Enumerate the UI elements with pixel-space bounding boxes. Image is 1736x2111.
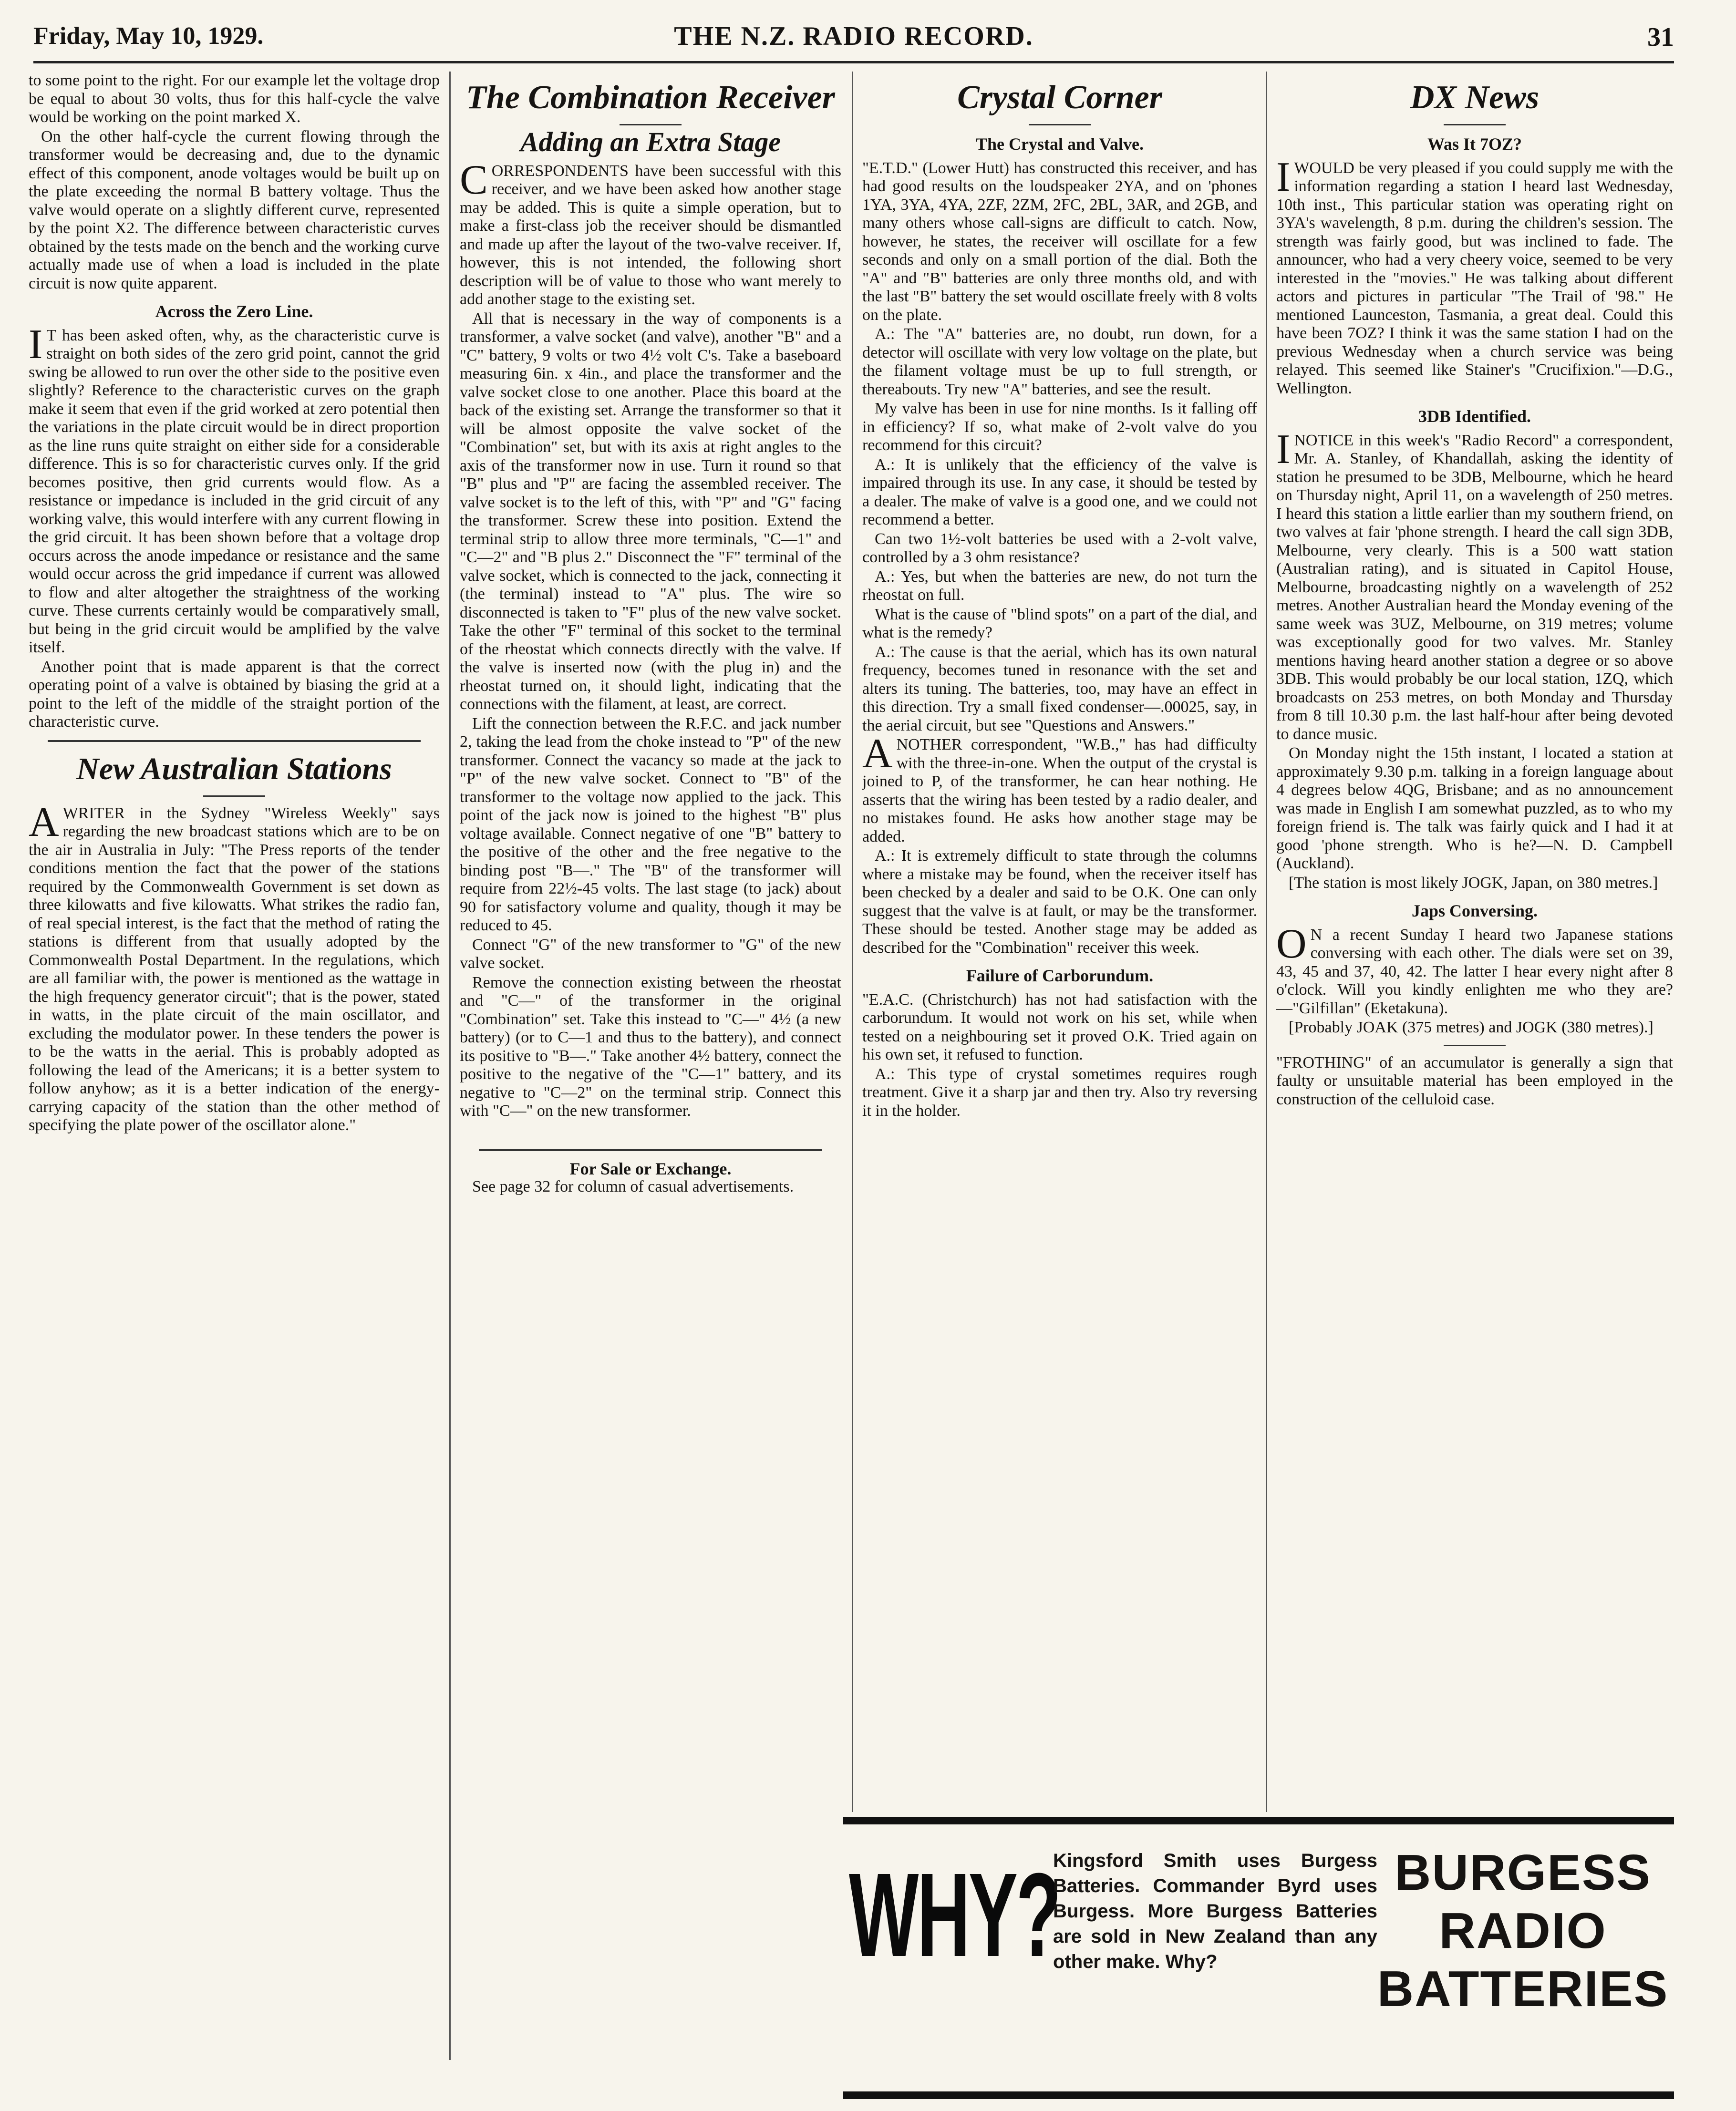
paragraph: A.: Yes, but when the batteries are new, do not turn the rheostat on full. [862,567,1257,604]
notice-text: See page 32 for column of casual advertisements. [472,1178,794,1195]
title-rule [1029,124,1091,125]
paragraph: Connect "G" of the new transformer to "G" of the new valve socket. [460,936,841,972]
column-4 [1276,72,1673,1807]
paragraph: A.: It is extremely difficult to state through the columns where a mistake may be found, when the receiver itself has been checked by a dealer and said to be O.K. One can only suggest that the valve is at fault, or may be the transformer. These should be tested. Another stage may be added as described for the "Combination" receiver this week. [862,847,1257,957]
section-heading: Across the Zero Line. [155,302,313,321]
paragraph: to some point to the right. For our example let the voltage drop be equal to about 30 volts, thus for this half-cycle the valve would be working on the point marked X. [29,72,440,126]
paragraph: Can two 1½-volt batteries be used with a 2-volt valve, controlled by a 3 ohm resistance? [862,530,1257,566]
ad-headline: WHY? [849,1848,1060,1981]
separator-rule [1444,1045,1506,1046]
column-divider [852,72,853,1812]
paragraph: IWOULD be very pleased if you could supply me with the information regarding a station I heard last Wednesday, 10th inst., This particular station was operating right on 3YA's wavelength, 8 p.m. during the children's session. The strength was fairly good, but was inclined to fade. The announcer, who had a very cheery voice, seemed to be very interested in the "movies." He was talking about different actors and pictures in particular "The Trail of '98." He mentioned Launceston, Tasmania, a great deal. Could this have been 7OZ? I think it was the same station I had on the previous Wednesday when a church service was being relayed. This seemed like Stainer's "Crucifixion."—D.G., Wellington. [1276,154,1673,397]
title-rule [203,795,265,797]
horizontal-rule [479,1149,822,1151]
section-heading: The Crystal and Valve. [975,134,1144,154]
title-rule [1444,124,1506,125]
paragraph: "E.T.D." (Lower Hutt) has constructed this receiver, and has had good results on the loudspeaker 2YA, and on 'phones 1YA, 3YA, 4YA, 2ZF, 2ZM, 2FC, 2BL, 3AR, and 2GB, and many others whose call-signs are difficult to catch. Now, however, he states, the receiver will oscillate for a few seconds and only on a small portion of the dial. Both the "A" and "B" batteries are only three months old, and with the last "B" battery the set would oscillate freely with 8 volts on the plate. [862,159,1257,324]
paragraph: Lift the connection between the R.F.C. and jack number 2, taking the lead from the choke instead to "P" of the new transformer. Connect the vacancy so made at the jack to "P" of the new valve socket. Connect to "B" of the transformer to the voltage now applied to the jack. This point of the jack now is joined to the highest "B" plus voltage available. Connect negative of one "B" battery to the positive of the other and the free negative to the binding post "B—." The "B" of the transformer will require from 22½-45 volts. The last stage (to jack) about 90 for satisfactory volume and quality, though it may be reduced to 45. [460,714,841,934]
paragraph: Remove the connection existing between the rheostat and "C—" of the transformer in the original "Combination" set. Take this instead to "C—" 4½ (a new battery) (or to C—1 and thus to the battery), and connect its positive to "B—." Take another 4½ battery, connect the positive to the negative of the "C—1" battery, and its negative to "C—2" on the terminal strip. Connect this with "C—" on the new transformer. [460,973,841,1120]
paragraph: What is the cause of "blind spots" on a part of the dial, and what is the remedy? [862,605,1257,641]
paragraph: Another point that is made apparent is that the correct operating point of a valve is obtained by biasing the grid at a point to the left of the middle of the straight portion of the characteristic curve. [29,658,440,731]
paragraph: ON a recent Sunday I heard two Japanese stations conversing with each other. The dials were set on 39, 43, 45 and 37, 40, 42. The latter I hear every night after 8 o'clock. Will you kindly enlighten me who they are?—"Gilfillan" (Eketakuna). [1276,920,1673,1017]
paragraph: INOTICE in this week's "Radio Record" a correspondent, Mr. A. Stanley, of Khandallah, asking the identity of station he presumed to be 3DB, Melbourne, which he heard on Thursday night, April 11, on a wavelength of 250 metres. I heard this station a little earlier than my southern friend, on two valves at fair 'phone strength. I heard the call sign 3DB, Melbourne, very clearly. This is a 500 watt station (Australian rating), and is situated in Capitol House, Melbourne, broadcasting nightly on a wavelength of 252 metres. Another Australian heard the Monday evening of the same week was 3UZ, Melbourne, on 319 metres; volume was exceptionally good for two valves. Mr. Stanley mentions having heard another station a degree or so above 3DB. This would probably be our local station, 1ZQ, which broadcasts on 253 metres, on both Monday and Thursday from 8 till 10.30 p.m. the last half-hour after being devoted to dance music. [1276,426,1673,743]
article-subtitle: Adding an Extra Stage [520,126,781,157]
burgess-advertisement [843,1817,1674,2099]
section-heading: 3DB Identified. [1418,407,1531,426]
column-divider [1266,72,1267,1812]
issue-date: Friday, May 10, 1929. [33,22,264,50]
section-heading: Was It 7OZ? [1427,134,1522,154]
masthead [33,13,1674,63]
paragraph: On the other half-cycle the current flowing through the transformer would be decreasing and, due to the dynamic effect of this component, anode voltages would be built up on the plate exceeding the normal B battery voltage. Thus the valve would operate on a slightly different curve, represented by the point X2. The difference between characteristic curves obtained by the tests made on the bench and the working curve actually made use of when a load is included in the plate circuit is now quite apparent. [29,127,440,292]
article-title: New Australian Stations [76,751,392,786]
paragraph: A.: It is unlikely that the efficiency of the valve is impaired through its use. In any case, it should be tested by a dealer. The make of valve is a good one, and we could not recommend a better. [862,455,1257,528]
notice-heading: For Sale or Exchange. [569,1159,732,1178]
paragraph: [The station is most likely JOGK, Japan, on 380 metres.] [1289,874,1658,892]
ad-brand [1373,1843,1673,2018]
paragraph: "FROTHING" of an accumulator is generally a sign that faulty or unsuitable material has been employed in the construction of the celluloid case. [1276,1053,1673,1108]
paragraph: IT has been asked often, why, as the characteristic curve is straight on both sides of the zero grid point, cannot the grid swing be allowed to run over the other side to the positive even slightly? Reference to the characteristic curves on the graph make it seem that even if the grid worked at zero potential then the variations in the plate circuit would be in direct proportion as the line runs quite straight on either side for a considerable difference. This is so for characteristic curves only. If the grid becomes positive, then grid currents would flow. As a resistance or impedance is included in the grid circuit of any working valve, this would interfere with any current flowing in the grid circuit. It has been shown before that a voltage drop occurs across the anode impedance or resistance and the same would occur across the grid impedance if current was allowed to flow and alter altogether the straightness of the working curve. These currents certainly would be comparatively small, but being in the grid circuit would be amplified by the valve itself. [29,321,440,656]
article-title: Crystal Corner [957,79,1162,116]
paragraph: A.: The "A" batteries are, no doubt, run down, for a detector will oscillate with very low voltage on the plate, but the filament voltage must be up to full strength, or thereabouts. Try new "A" batteries, and see the result. [862,325,1257,398]
newspaper-title: THE N.Z. RADIO RECORD. [674,21,1033,51]
paragraph: A.: This type of crystal sometimes requires rough treatment. Give it a sharp jar and then try. Also try reversing it in the holder. [862,1065,1257,1120]
paragraph: All that is necessary in the way of components is a transformer, a valve socket (and valve), another "B" and a "C" battery, 9 volts or two 4½ volt C's. Take a baseboard measuring 6in. x 4in., and place the transformer and the valve socket close to one another. Place this board at the back of the existing set. Arrange the transformer so that it will be almost opposite the valve socket of the "Combination" set, but with its axis at right angles to the axis of the transformer now in use. Turn it round so that "B" plus and "P" are facing the assembled receiver. The valve socket is to the left of this, with "P" and "G" facing the transformer. Screw these into position. Extend the terminal strip to allow three more terminals, "C—1" and "C—2" and "B plus 2." Disconnect the "F" terminal of the valve socket, which is connected to the jack, connecting it (the terminal) instead to "A" plus. The wire so disconnected is taken to "F" plus of the new valve socket. Take the other "F" terminal of this socket to the terminal of the rheostat which connects directly with the valve. If the valve is inserted now (with the plug in) and the rheostat turned on, it should light, indicating that the connections with the filament, at least, are correct. [460,309,841,713]
horizontal-rule [48,740,421,742]
section-heading: Japs Conversing. [1411,901,1538,920]
paragraph: "E.A.C. (Christchurch) has not had satisfaction with the carborundum. It would not work on his set, while when tested on a neighbouring set it proved O.K. Tried again on his own set, it refused to function. [862,990,1257,1063]
column-divider [449,72,451,2060]
column-3 [862,72,1257,1807]
ad-copy: Kingsford Smith uses Burgess Batteries. Commander Byrd uses Burgess. More Burgess Batteries are sold in New Zealand than any other make. Why? [1053,1850,1377,1972]
paragraph: On Monday night the 15th instant, I located a station at approximately 9.30 p.m. talking in a foreign language about 4 degrees below 4QG, Brisbane; and as no announcement was made in English I am somewhat puzzled, as to who my foreign friend is. The talk was fairly quick and I had it at good 'phone strength. Who is he?—N. D. Campbell (Auckland). [1276,744,1673,872]
article-title: The Combination Receiver [466,79,835,116]
article-title: DX News [1410,79,1540,116]
section-heading: Failure of Carborundum. [966,966,1154,985]
paragraph: A.: The cause is that the aerial, which has its own natural frequency, becomes tuned in resonance with the set and alters its tuning. The batteries, too, may have an effect in this direction. Try a small fixed condenser—.00025, say, in the aerial circuit, but see "Questions and Answers." [862,643,1257,734]
page-number: 31 [1647,22,1674,52]
brand-line: RADIO [1439,1903,1607,1959]
title-rule [620,124,682,125]
column-2 [460,72,841,2089]
paragraph: [Probably JOAK (375 metres) and JOGK (380 metres).] [1289,1019,1653,1036]
paragraph: ANOTHER correspondent, "W.B.," has had difficulty with the three-in-one. When the output of the crystal is joined to P, of the transformer, he can hear nothing. He asserts that the wiring has been tested by a radio dealer, and no mistakes found. He asks how another stage may be added. [862,731,1257,845]
paragraph: My valve has been in use for nine months. Is it falling off in efficiency? If so, what make of 2-volt valve do you recommend for this circuit? [862,400,1257,454]
paragraph: AWRITER in the Sydney "Wireless Weekly" says regarding the new broadcast stations which are to be on the air in Australia in July: "The Press reports of the tender conditions mention the fact that the power of the stations required by the Commonwealth Government is set down as three kilowatts and five kilowatts. What strikes the radio fan, of real special interest, is the fact that the method of rating the stations is different from that usually adopted by the Commonwealth Postal Department. In the regulations, which are all familiar with, the power is mentioned as the wattage in the high frequency generator circuit"; that is the power, stated in watts, in the plate circuit of the main oscillator, and excluding the modulator power. In these tenders the power is to be the watts in the aerial. This is probably adopted as following the lead of the Americans; it is a better system to follow anyhow; as it is a better indication of the energy-carrying capacity of the station than the other method of specifying the plate power of the oscillator alone." [29,799,440,1134]
paragraph: CORRESPONDENTS have been successful with this receiver, and we have been asked how another stage may be added. This is quite a simple operation, but to make a first-class job the receiver should be dismantled and made up after the layout of the two-valve receiver. If, however, this is not intended, the following short description will be of value to those who want merely to add another stage to the existing set. [460,156,841,308]
brand-line: BURGESS [1394,1844,1652,1901]
brand-line: BATTERIES [1377,1961,1669,2017]
column-1 [29,72,440,2089]
